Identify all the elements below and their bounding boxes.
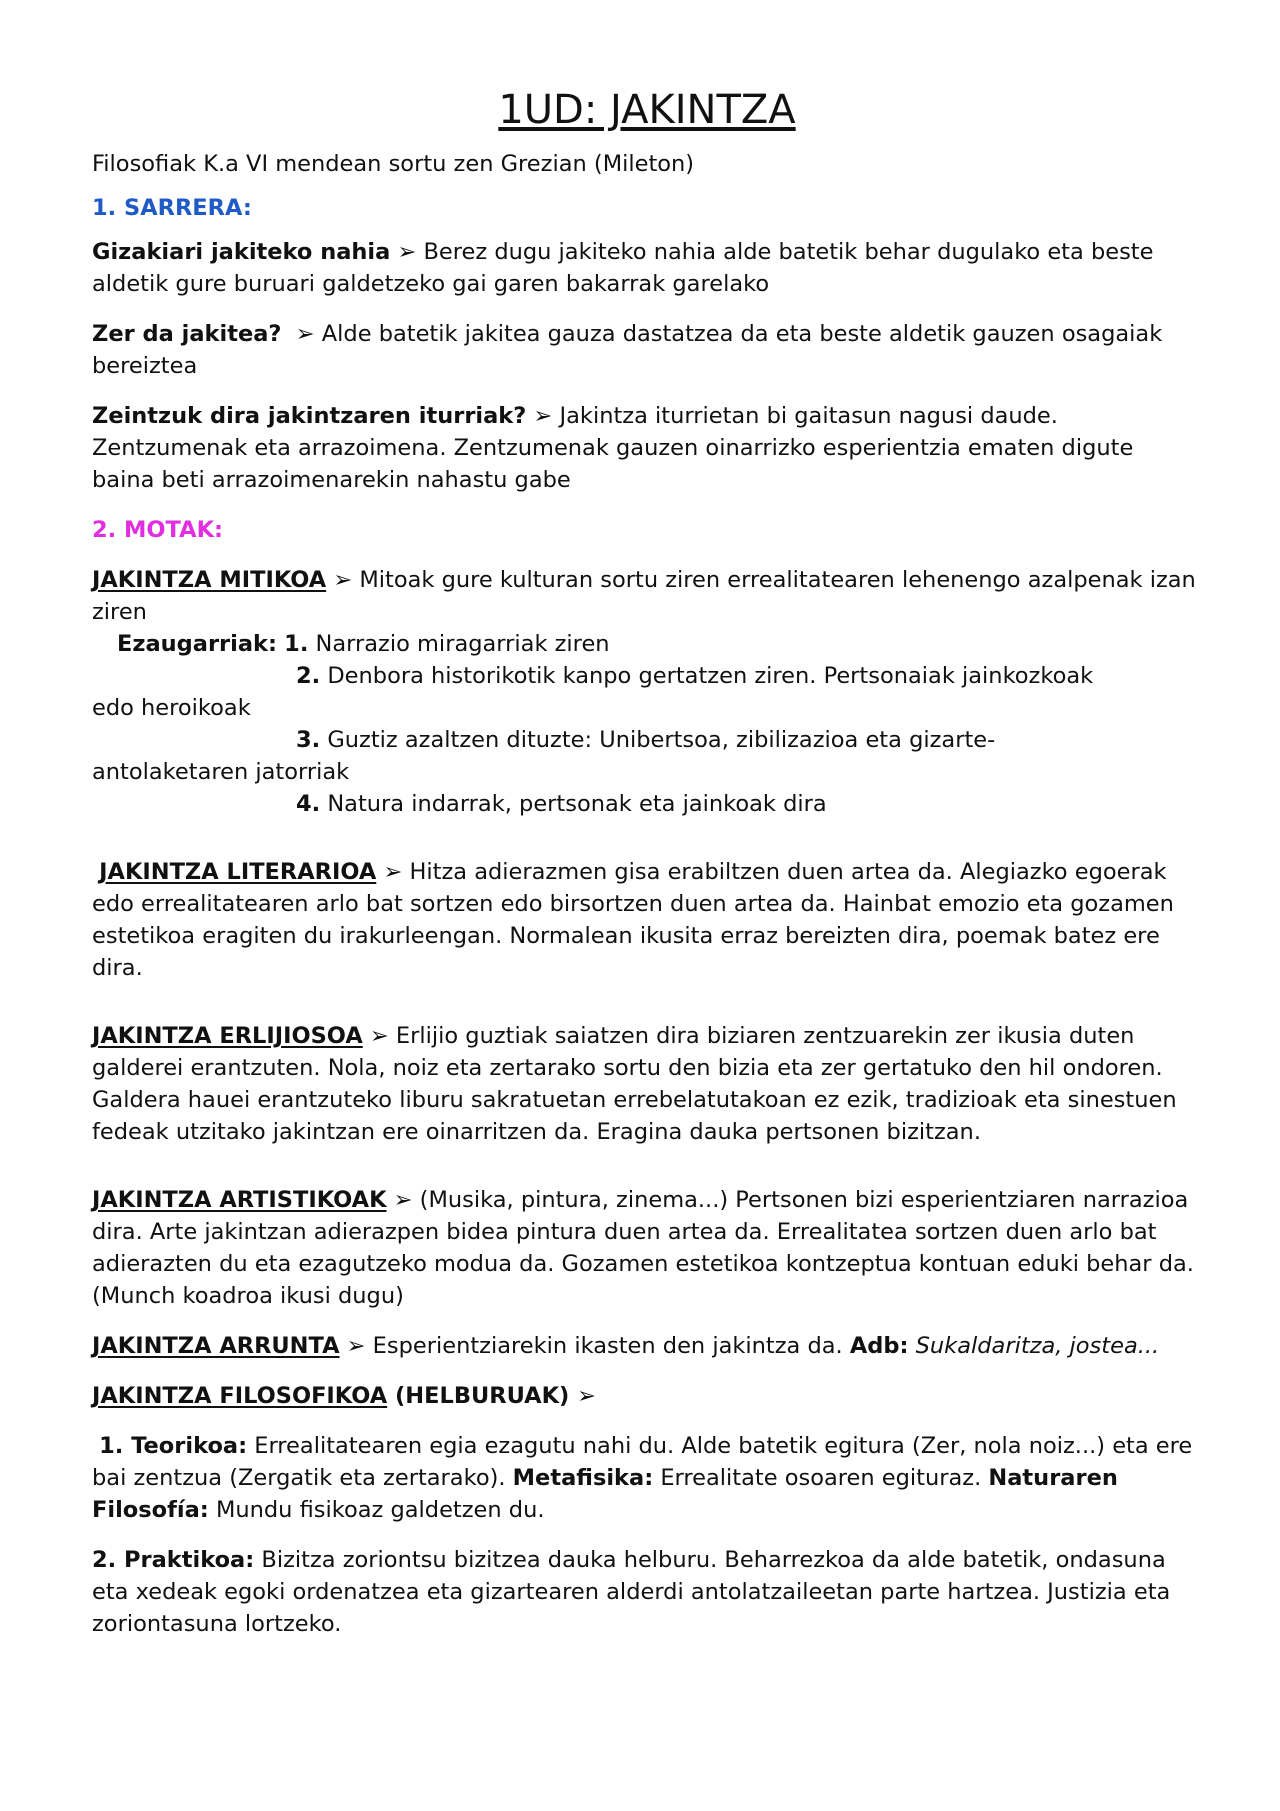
paragraph-jakiteko-nahia: Gizakiari jakiteko nahia ➢ Berez dugu jakiteko nahia alde batetik behar dugulako eta beste aldetik gure buruari galdetzeko gai garen bakarrak garelako	[92, 239, 1154, 297]
arrow-icon: ➢	[393, 1187, 413, 1213]
paragraph-filosofikoa: JAKINTZA FILOSOFIKOA (HELBURUAK) ➢	[92, 1383, 596, 1409]
intro-text: Filosofiak K.a VI mendean sortu zen Grezian (Mileton)	[92, 151, 695, 177]
term-label: Zeintzuk dira jakintzaren iturriak?	[92, 403, 527, 429]
list-item: 3. Guztiz azaltzen dituzte: Unibertsoa, zibilizazioa eta gizarte- antolaketaren jatorriak	[92, 727, 996, 785]
arrow-icon: ➢	[346, 1333, 366, 1359]
paragraph-literarioa: JAKINTZA LITERARIOA ➢ Hitza adierazmen gisa erabiltzen duen artea da. Alegiazko egoerak edo errealitatearen arlo bat sortzen edo birsortzen duen artea da. Hainbat emozio eta gozamen estetikoa eragiten du irakurleengan. Normalean ikusita erraz bereizten dira, poemak batez ere dira.	[92, 859, 1174, 981]
term-label: JAKINTZA FILOSOFIKOA	[92, 1383, 388, 1409]
paragraph-erlijiosoa: JAKINTZA ERLIJIOSOA ➢ Erlijio guztiak saiatzen dira biziaren zentzuarekin zer ikusia duten galderei erantzuten. Nola, noiz eta zertarako sortu den bizia eta zer gertatuko den hil ondoren. Galdera hauei erantzuteko liburu sakratuetan errebelatutakoan ez ezik, tradizioak eta sinestuen fedeak utzitako jakintzan ere oinarritzen da. Eragina dauka pertsonen bizitzan.	[92, 1023, 1177, 1145]
arrow-icon: ➢	[295, 321, 315, 347]
list-item: 4. Natura indarrak, pertsonak eta jainkoak dira	[296, 791, 827, 817]
paragraph-artistikoak: JAKINTZA ARTISTIKOAK ➢ (Musika, pintura, zinema...) Pertsonen bizi esperientziaren narrazioa dira. Arte jakintzan adierazpen bidea pintura duen artea da. Errealitatea sortzen duen arlo bat adierazten du eta ezagutzeko modua da. Gozamen estetikoa kontzeptua kontuan eduki behar da. (Munch koadroa ikusi dugu)	[92, 1187, 1194, 1309]
arrow-icon: ➢	[369, 1023, 389, 1049]
list-item: Ezaugarriak: 1. Narrazio miragarriak ziren	[117, 631, 610, 657]
arrow-icon: ➢	[577, 1383, 596, 1409]
term-label: 2. Praktikoa:	[92, 1547, 255, 1573]
term-label: Zer da jakitea?	[92, 321, 282, 347]
term-label: JAKINTZA ARTISTIKOAK	[92, 1187, 387, 1213]
paragraph-zer-da-jakitea: Zer da jakitea? ➢ Alde batetik jakitea gauza dastatzea da eta beste aldetik gauzen osagaiak bereiztea	[92, 321, 1163, 379]
feature-list	[92, 628, 1202, 820]
arrow-icon: ➢	[383, 859, 403, 885]
section-heading-motak: 2. MOTAK:	[92, 517, 224, 543]
paragraph-praktikoa: 2. Praktikoa: Bizitza zoriontsu bizitzea dauka helburu. Beharrezkoa da alde batetik, ondasuna eta xedeak egoki ordenatzea eta gizartearen alderdi antolatzaileetan parte hartzea. Justizia eta zoriontasuna lortzeko.	[92, 1547, 1171, 1637]
arrow-icon: ➢	[533, 403, 553, 429]
term-label: JAKINTZA MITIKOA	[92, 567, 327, 593]
list-item: 2. Denbora historikotik kanpo gertatzen ziren. Pertsonaiak jainkozkoak edo heroikoak	[92, 663, 1094, 721]
term-label: Gizakiari jakiteko nahia	[92, 239, 391, 265]
paragraph-iturriak: Zeintzuk dira jakintzaren iturriak? ➢ Jakintza iturrietan bi gaitasun nagusi daude. Zentzumenak eta arrazoimena. Zentzumenak gauzen oinarrizko esperientzia ematen digute baina beti arrazoimenarekin nahastu gabe	[92, 403, 1134, 493]
term-label: JAKINTZA ERLIJIOSOA	[92, 1023, 363, 1049]
term-label: JAKINTZA ARRUNTA	[92, 1333, 340, 1359]
section-heading-sarrera: 1. SARRERA:	[92, 195, 252, 221]
page-title: 1UD: JAKINTZA	[498, 87, 796, 133]
arrow-icon: ➢	[333, 567, 353, 593]
term-label: 1. Teorikoa:	[99, 1433, 248, 1459]
arrow-icon: ➢	[397, 239, 417, 265]
paragraph-teorikoa: 1. Teorikoa: Errealitatearen egia ezagutu nahi du. Alde batetik egitura (Zer, nola noiz...) eta ere bai zentzua (Zergatik eta zertarako). Metafisika: Errealitate osoaren egituraz. Naturaren Filosofía: Mundu fisikoaz galdetzen du.	[92, 1433, 1193, 1523]
paragraph-mitikoa: JAKINTZA MITIKOA ➢ Mitoak gure kulturan sortu ziren errealitatearen lehenengo azalpenak izan ziren	[92, 567, 1196, 625]
term-label: JAKINTZA LITERARIOA	[99, 859, 377, 885]
paragraph-arrunta: JAKINTZA ARRUNTA ➢ Esperientziarekin ikasten den jakintza da. Adb: Sukaldaritza, jostea...	[92, 1333, 1160, 1359]
document-page	[92, 86, 1202, 1640]
